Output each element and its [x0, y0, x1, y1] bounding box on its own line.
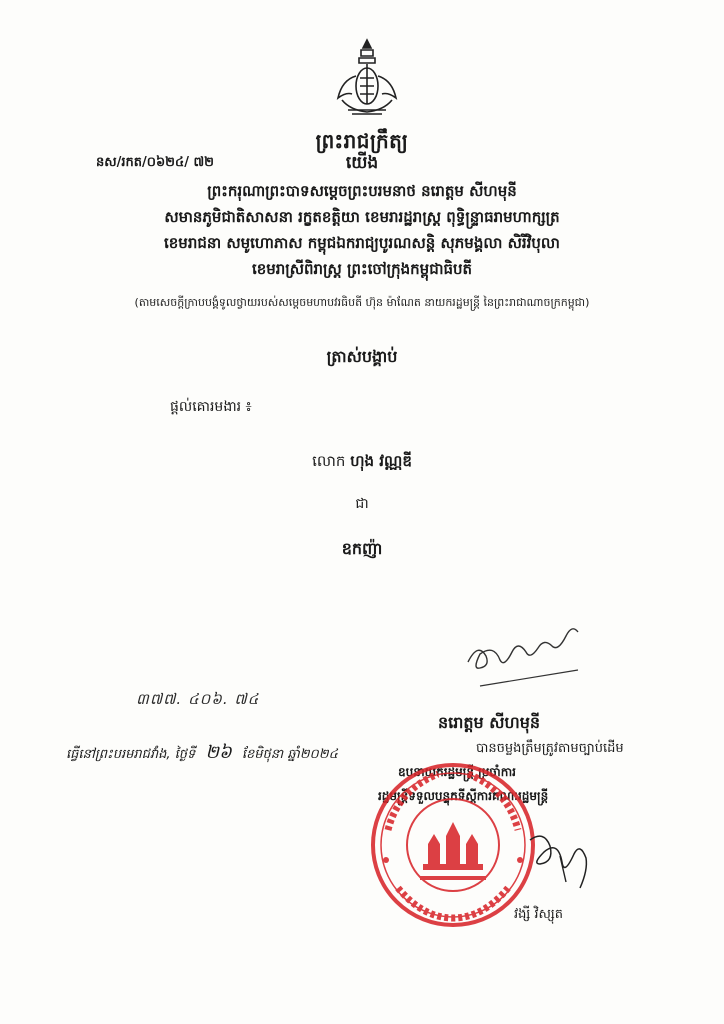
rank-title: ឧកញ៉ា [341, 539, 383, 558]
handwritten-reference: ៣៧៧. ៤០៦. ៧៤ [136, 690, 260, 708]
royal-signature-icon [460, 612, 590, 692]
as-word: ជា [355, 496, 369, 512]
we-heading: យើង [345, 153, 379, 173]
reference-number: នស/រកត/០៦២៤/ ៧២ [96, 155, 214, 170]
king-title-line: ព្រះករុណាព្រះបាទសម្តេចព្រះបរមនាថ នរោត្តម សីហមុនី [207, 182, 517, 200]
king-title-line: សមានភូមិជាតិសាសនា រក្ខតខត្តិយា ខេមរារដ្ឋរាស្ត្រ ពុទ្ធិន្ទ្រាធរាមហាក្សត្រ [164, 208, 560, 226]
king-title-line: ខេមរាស្រីពិរាស្ត្រ ព្រះចៅក្រុងកម្ពុជាធិបតី [251, 260, 473, 278]
minister-name: វង្សី វិស្សុត [514, 907, 564, 922]
certified-copy-line: បានចម្លងត្រឹមត្រូវតាមច្បាប់ដើម [476, 741, 624, 756]
grant-label: ផ្តល់គោរមងារ ៖ [170, 399, 252, 415]
place-date-prefix: ធ្វើនៅព្រះបរមរាជវាំង, ថ្ងៃទី [66, 747, 196, 762]
person-name: ហុង វណ្ណឌី [350, 452, 412, 470]
command-heading: ត្រាស់បង្គាប់ [326, 347, 398, 366]
signer-name: នរោត្តម សីហមុនី [438, 713, 541, 732]
recipient-line [0, 452, 724, 474]
place-date-suffix: ខែមិថុនា ឆ្នាំ២០២៤ [241, 747, 338, 762]
certifier-title-line: ឧបនាយករដ្ឋមន្ត្រី ប្រចាំការ [398, 765, 516, 779]
place-date-day: ២៦ [205, 742, 232, 763]
person-prefix: លោក [312, 452, 346, 470]
king-title-line: ខេមរាជនា សមូហោភាស កម្ពុជឯករាជ្យបូរណសន្តិ សុភមង្គលា សិរីវិបុលា [164, 234, 560, 252]
place-date-line [66, 740, 338, 767]
certifier-office-line: រដ្ឋមន្ត្រីទទួលបន្ទុកទីស្តីការគណៈរដ្ឋមន្ត្រី [378, 789, 549, 803]
minister-signature-icon [520, 826, 600, 894]
official-seal-icon [368, 760, 538, 930]
decree-title: ព្រះរាជក្រឹត្យ [315, 129, 409, 153]
royal-arms-icon [330, 36, 404, 122]
recommendation-note: (តាមសេចក្តីក្រាបបង្គំទូលថ្វាយរបស់សម្តេចមហាបវរធិបតី ហ៊ុន ម៉ាណែត នាយករដ្ឋមន្ត្រី នៃព្រះរាជាណាចក្រកម្ពុជា) [134, 296, 590, 309]
